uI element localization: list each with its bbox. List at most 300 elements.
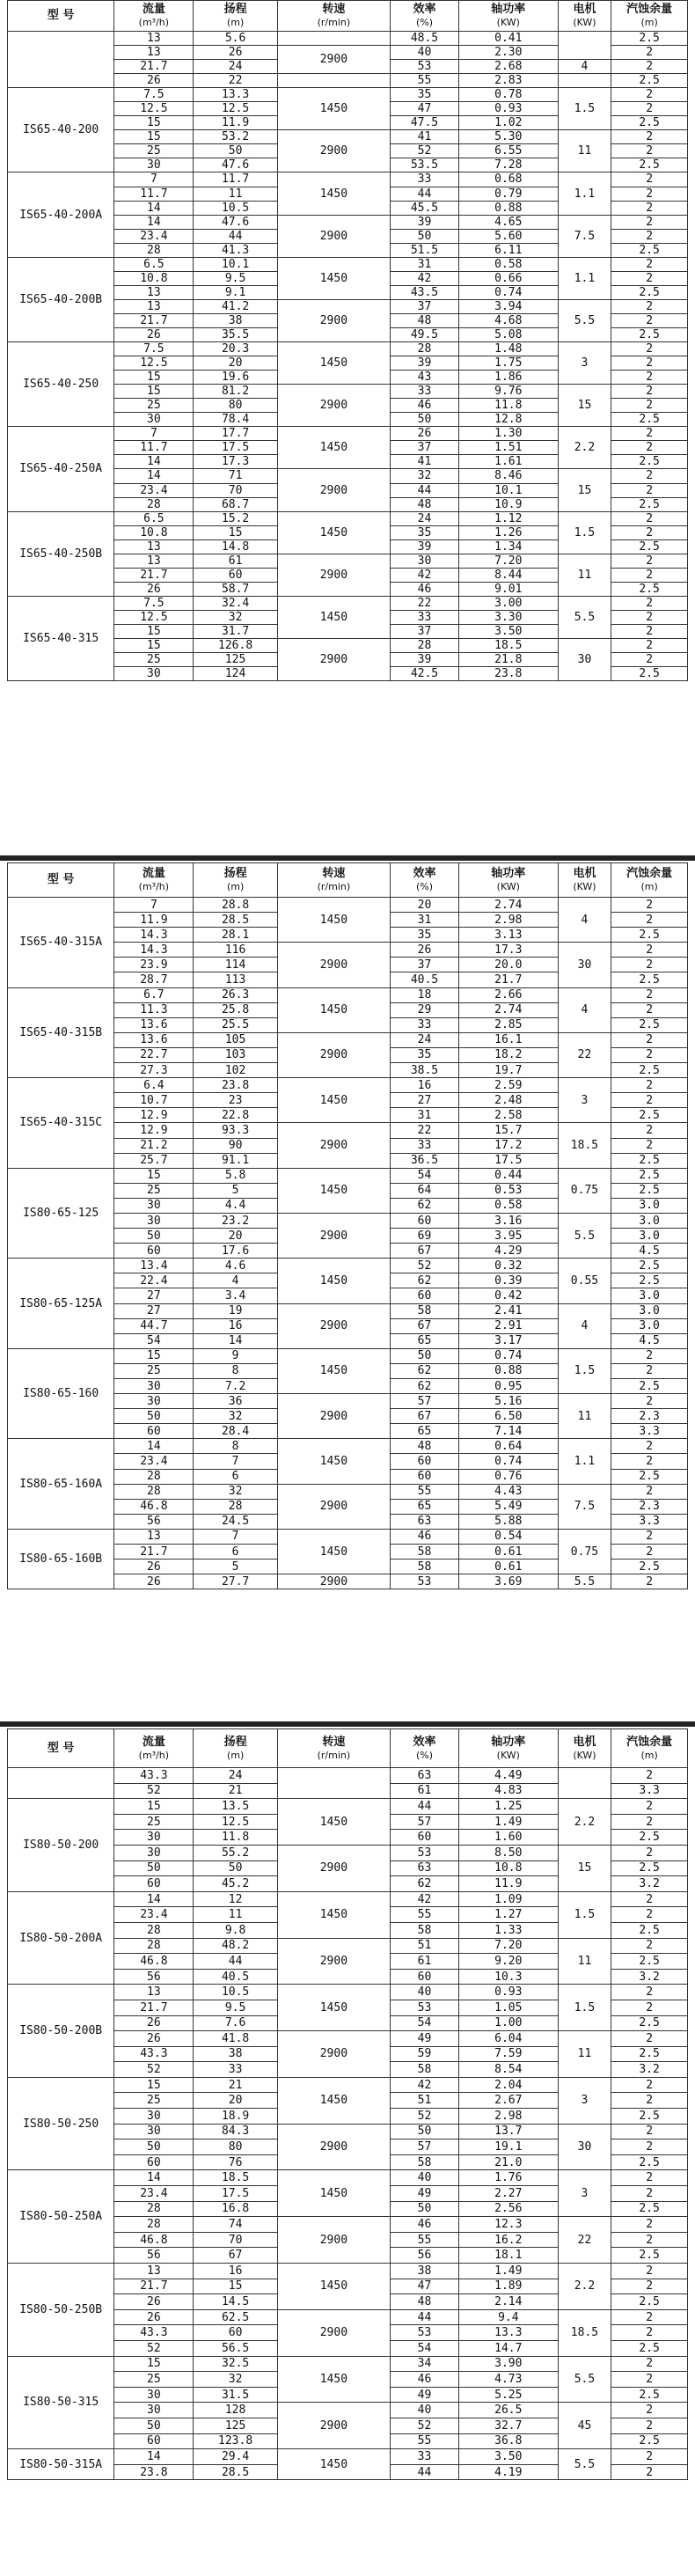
efficiency-cell: 52 — [391, 1259, 459, 1273]
section-divider — [0, 1721, 695, 1727]
speed-cell: 2900 — [277, 943, 390, 987]
npsh-cell: 2 — [611, 2124, 688, 2139]
motor-cell: 30 — [558, 639, 611, 681]
head-cell: 62.5 — [194, 2309, 277, 2325]
shaft-power-cell: 19.1 — [458, 2139, 558, 2155]
efficiency-cell: 60 — [391, 1454, 459, 1469]
npsh-cell: 2.5 — [611, 74, 688, 88]
head-cell: 32 — [194, 2372, 277, 2388]
head-header-label: 扬程 — [223, 867, 247, 880]
table-row — [8, 511, 688, 525]
npsh-cell: 2 — [611, 1545, 688, 1560]
efficiency-cell: 51 — [391, 1938, 459, 1954]
efficiency-cell: 53 — [391, 1845, 459, 1860]
efficiency-cell: 42 — [391, 568, 459, 582]
npsh-cell: 2 — [611, 172, 688, 187]
table-row — [8, 1348, 688, 1363]
speed-cell: 1450 — [277, 172, 390, 215]
head-header-unit: (m) — [226, 17, 245, 28]
flow-cell: 14 — [114, 201, 194, 215]
head-cell: 21 — [194, 1783, 277, 1799]
flow-cell: 56 — [114, 1969, 194, 1985]
flow-cell: 28 — [114, 497, 194, 511]
efficiency-cell: 55 — [391, 1907, 459, 1923]
flow-cell: 30 — [114, 2124, 194, 2139]
flow-cell: 6.5 — [114, 257, 194, 271]
shaft-power-cell: 23.8 — [458, 667, 558, 681]
head-cell: 36 — [194, 1394, 277, 1409]
shaft-power-cell: 21.0 — [458, 2154, 558, 2170]
npsh-cell: 2 — [611, 441, 688, 455]
head-cell: 80 — [194, 2139, 277, 2155]
flow-cell: 13.6 — [114, 1017, 194, 1032]
flow-cell: 60 — [114, 1244, 194, 1259]
head-cell: 16.8 — [194, 2201, 277, 2217]
flow-cell: 10.7 — [114, 1093, 194, 1108]
head-cell: 32 — [194, 1484, 277, 1499]
shaft-power-cell: 1.09 — [458, 1891, 558, 1907]
npsh-header-unit: (m) — [640, 1749, 658, 1761]
shaft-power-cell: 7.20 — [458, 554, 558, 568]
head-cell: 7 — [194, 1529, 277, 1544]
shaft-power-cell: 10.8 — [458, 1860, 558, 1876]
efficiency-cell: 57 — [391, 1394, 459, 1409]
shaft-power-cell: 3.13 — [458, 928, 558, 943]
flow-cell: 46.8 — [114, 1954, 194, 1970]
motor-header-label: 电机 — [573, 3, 596, 16]
shaft-power-cell: 0.79 — [458, 187, 558, 201]
model-cell: IS80-65-160A — [8, 1439, 114, 1530]
shaft-power-cell: 1.49 — [458, 1814, 558, 1830]
npsh-cell: 2.5 — [611, 2109, 688, 2125]
head-cell: 81.2 — [194, 385, 277, 399]
efficiency-cell: 22 — [391, 1123, 459, 1138]
shaft-power-cell: 3.50 — [458, 2449, 558, 2465]
speed-header-unit: (r/min) — [317, 1749, 351, 1761]
flow-cell: 13 — [114, 285, 194, 299]
efficiency-cell: 46 — [391, 1529, 459, 1544]
npsh-cell: 2.5 — [611, 1860, 688, 1876]
head-cell: 32 — [194, 1409, 277, 1424]
model-cell: IS80-65-160B — [8, 1529, 114, 1589]
head-cell: 61 — [194, 554, 277, 568]
table-row — [8, 2264, 688, 2279]
efficiency-cell: 65 — [391, 1333, 459, 1348]
shaft-power-cell: 2.98 — [458, 913, 558, 928]
flow-cell: 15 — [114, 116, 194, 130]
head-cell: 32 — [194, 610, 277, 624]
flow-cell: 25 — [114, 1183, 194, 1198]
head-cell: 80 — [194, 399, 277, 413]
npsh-cell: 2.5 — [611, 2294, 688, 2310]
efficiency-cell: 26 — [391, 427, 459, 441]
flow-cell: 13 — [114, 32, 194, 46]
efficiency-cell: 42.5 — [391, 667, 459, 681]
efficiency-cell: 33 — [391, 172, 459, 187]
model-cell: IS65-40-200B — [8, 257, 114, 341]
head-cell: 11.8 — [194, 1830, 277, 1846]
shaft-power-cell: 13.3 — [458, 2325, 558, 2341]
shaft-power-cell: 1.33 — [458, 1922, 558, 1938]
head-cell: 21 — [194, 2077, 277, 2093]
speed-cell: 2900 — [277, 1123, 390, 1168]
shaft-power-cell: 9.20 — [458, 1954, 558, 1970]
flow-cell: 15 — [114, 2356, 194, 2372]
shaft-power-cell: 21.8 — [458, 653, 558, 667]
motor-cell: 11 — [558, 554, 611, 596]
efficiency-cell: 53.5 — [391, 158, 459, 172]
motor-cell: 4 — [558, 987, 611, 1032]
model-cell: IS80-50-250 — [8, 2077, 114, 2170]
motor-cell: 1.5 — [558, 511, 611, 554]
head-cell: 8 — [194, 1363, 277, 1378]
npsh-cell: 2 — [611, 469, 688, 483]
head-cell: 45.2 — [194, 1876, 277, 1892]
shaft-power-cell: 1.49 — [458, 2264, 558, 2279]
head-cell: 20.3 — [194, 342, 277, 356]
shaft-power-cell: 0.61 — [458, 1545, 558, 1560]
speed-cell: 2900 — [277, 130, 390, 172]
shaft-power-cell: 32.7 — [458, 2418, 558, 2433]
flow-cell: 30 — [114, 2109, 194, 2125]
head-cell: 28.5 — [194, 2464, 277, 2480]
npsh-cell: 2 — [611, 1985, 688, 2000]
flow-cell: 13 — [114, 299, 194, 313]
head-cell: 8 — [194, 1439, 277, 1454]
head-cell: 90 — [194, 1138, 277, 1153]
head-cell: 70 — [194, 483, 277, 497]
head-cell: 32.4 — [194, 596, 277, 610]
speed-cell — [277, 1768, 390, 1799]
head-cell: 28 — [194, 1499, 277, 1514]
model-cell: IS80-50-250B — [8, 2264, 114, 2357]
efficiency-cell: 67 — [391, 1409, 459, 1424]
npsh-cell: 2 — [611, 1907, 688, 1923]
shaft-power-cell: 26.5 — [458, 2403, 558, 2418]
efficiency-header-unit: (%) — [415, 17, 434, 28]
efficiency-cell: 37 — [391, 624, 459, 638]
head-cell: 24 — [194, 1768, 277, 1784]
efficiency-cell: 34 — [391, 2356, 459, 2372]
efficiency-cell: 53 — [391, 2325, 459, 2341]
shaft-power-cell: 0.66 — [458, 271, 558, 285]
flow-cell: 43.3 — [114, 2325, 194, 2341]
flow-cell: 15 — [114, 1348, 194, 1363]
shaft-power-cell: 2.14 — [458, 2294, 558, 2310]
motor-cell: 7.5 — [558, 215, 611, 257]
flow-cell: 25 — [114, 653, 194, 667]
efficiency-cell: 40 — [391, 2403, 459, 2418]
efficiency-header-label: 效率 — [413, 867, 436, 880]
efficiency-cell: 55 — [391, 74, 459, 88]
flow-cell: 25 — [114, 2372, 194, 2388]
head-cell: 29.4 — [194, 2449, 277, 2465]
efficiency-header-unit: (%) — [415, 1749, 434, 1761]
npsh-cell: 2 — [611, 1454, 688, 1469]
flow-header-unit: (m³/h) — [138, 17, 170, 28]
speed-cell: 2900 — [277, 2309, 390, 2356]
head-cell: 9.5 — [194, 2000, 277, 2015]
flow-cell: 23.4 — [114, 1454, 194, 1469]
npsh-cell: 2.5 — [611, 285, 688, 299]
npsh-header-unit: (m) — [640, 17, 658, 28]
shaft-power-cell: 17.3 — [458, 943, 558, 958]
flow-cell: 43.3 — [114, 1768, 194, 1784]
shaft-power-cell: 21.7 — [458, 972, 558, 987]
head-cell: 17.5 — [194, 441, 277, 455]
speed-cell: 2900 — [277, 385, 390, 427]
efficiency-cell: 31 — [391, 1108, 459, 1123]
efficiency-cell: 33 — [391, 1017, 459, 1032]
efficiency-cell: 59 — [391, 2046, 459, 2062]
flow-cell: 28.7 — [114, 972, 194, 987]
head-cell: 91.1 — [194, 1153, 277, 1168]
motor-cell: 2.2 — [558, 1799, 611, 1846]
speed-cell: 2900 — [277, 554, 390, 596]
npsh-cell: 2 — [611, 342, 688, 356]
npsh-cell: 2.5 — [611, 1063, 688, 1078]
npsh-cell: 2 — [611, 2000, 688, 2015]
efficiency-cell: 33 — [391, 385, 459, 399]
efficiency-cell: 50 — [391, 1348, 459, 1363]
shaft-power-cell: 7.59 — [458, 2046, 558, 2062]
shaft-power-cell: 13.7 — [458, 2124, 558, 2139]
shaft-power-cell: 3.90 — [458, 2356, 558, 2372]
flow-cell: 13 — [114, 1529, 194, 1544]
npsh-cell: 2 — [611, 2356, 688, 2372]
shaft-power-cell: 2.58 — [458, 1108, 558, 1123]
motor-header — [558, 863, 611, 898]
efficiency-cell: 33 — [391, 2449, 459, 2465]
speed-cell: 1450 — [277, 1348, 390, 1393]
shaft-power-cell: 1.48 — [458, 342, 558, 356]
npsh-cell: 2 — [611, 1574, 688, 1589]
npsh-cell: 2 — [611, 913, 688, 928]
header-row — [8, 1, 688, 32]
speed-header-unit: (r/min) — [317, 17, 351, 28]
flow-header-label: 流量 — [142, 3, 165, 16]
efficiency-cell: 54 — [391, 2015, 459, 2031]
flow-cell: 15 — [114, 371, 194, 385]
speed-cell: 2900 — [277, 215, 390, 257]
flow-cell: 30 — [114, 2403, 194, 2418]
head-cell: 28.1 — [194, 928, 277, 943]
flow-cell: 52 — [114, 2062, 194, 2078]
efficiency-cell: 64 — [391, 1183, 459, 1198]
shaft-power-cell: 11.9 — [458, 1876, 558, 1892]
npsh-cell: 2 — [611, 1891, 688, 1907]
flow-cell: 26 — [114, 2294, 194, 2310]
npsh-cell: 2 — [611, 1768, 688, 1784]
shaft-power-cell: 0.88 — [458, 201, 558, 215]
head-cell: 84.3 — [194, 2124, 277, 2139]
shaft-power-cell: 1.26 — [458, 525, 558, 539]
head-cell: 18.5 — [194, 2170, 277, 2186]
efficiency-cell: 46 — [391, 582, 459, 596]
table-row — [8, 32, 688, 46]
npsh-cell: 2.5 — [611, 2387, 688, 2403]
flow-cell: 7 — [114, 172, 194, 187]
table-row — [8, 88, 688, 102]
efficiency-cell: 48 — [391, 2294, 459, 2310]
flow-cell: 46.8 — [114, 2232, 194, 2248]
head-cell: 9 — [194, 1348, 277, 1363]
motor-cell: 5.5 — [558, 1574, 611, 1589]
flow-cell: 26 — [114, 2015, 194, 2031]
npsh-cell: 2 — [611, 2279, 688, 2294]
npsh-cell: 3.3 — [611, 1424, 688, 1439]
flow-cell: 15 — [114, 130, 194, 144]
npsh-cell: 2.5 — [611, 1830, 688, 1846]
npsh-cell: 2.5 — [611, 497, 688, 511]
head-cell: 125 — [194, 653, 277, 667]
speed-cell: 1450 — [277, 987, 390, 1032]
flow-cell: 12.9 — [114, 1123, 194, 1138]
flow-cell: 52 — [114, 2340, 194, 2356]
npsh-cell: 2.5 — [611, 116, 688, 130]
npsh-cell: 2 — [611, 1484, 688, 1499]
npsh-cell: 3.0 — [611, 1198, 688, 1213]
npsh-cell: 2 — [611, 2464, 688, 2480]
flow-cell: 28 — [114, 2201, 194, 2217]
efficiency-cell: 44 — [391, 2309, 459, 2325]
shaft-power-cell: 4.65 — [458, 215, 558, 229]
speed-cell: 1450 — [277, 2449, 390, 2480]
npsh-cell: 2.5 — [611, 539, 688, 554]
shaft-power-cell: 4.19 — [458, 2464, 558, 2480]
speed-header-label: 转速 — [322, 867, 346, 880]
npsh-cell: 2 — [611, 257, 688, 271]
head-cell: 31.7 — [194, 624, 277, 638]
motor-cell: 45 — [558, 2403, 611, 2449]
shaft-power-cell: 1.76 — [458, 2170, 558, 2186]
npsh-cell: 2 — [611, 1799, 688, 1815]
flow-cell: 11.3 — [114, 1002, 194, 1017]
efficiency-cell: 24 — [391, 1032, 459, 1047]
model-header-label: 型 号 — [47, 9, 75, 22]
shaft-power-cell: 0.93 — [458, 102, 558, 116]
flow-cell: 15 — [114, 639, 194, 653]
flow-header — [114, 863, 194, 898]
motor-header-unit: (KW) — [573, 1749, 596, 1761]
flow-cell: 10.8 — [114, 271, 194, 285]
efficiency-cell: 51.5 — [391, 243, 459, 257]
head-cell: 113 — [194, 972, 277, 987]
speed-cell: 1450 — [277, 1799, 390, 1846]
efficiency-cell: 49 — [391, 2186, 459, 2202]
shaft-power-header-unit: (KW) — [496, 1749, 520, 1761]
head-cell: 25.8 — [194, 1002, 277, 1017]
flow-cell: 56 — [114, 1514, 194, 1529]
head-cell: 60 — [194, 568, 277, 582]
npsh-cell: 4.5 — [611, 1244, 688, 1259]
npsh-cell: 2.5 — [611, 582, 688, 596]
shaft-power-cell: 17.2 — [458, 1138, 558, 1153]
shaft-power-cell: 0.64 — [458, 1439, 558, 1454]
flow-cell: 15 — [114, 385, 194, 399]
npsh-cell: 2.5 — [611, 158, 688, 172]
npsh-cell: 2.5 — [611, 2433, 688, 2449]
efficiency-cell: 65 — [391, 1499, 459, 1514]
shaft-power-cell: 1.61 — [458, 455, 558, 469]
flow-cell: 30 — [114, 1830, 194, 1846]
efficiency-cell: 28 — [391, 342, 459, 356]
efficiency-cell: 44 — [391, 187, 459, 201]
flow-cell: 26 — [114, 2031, 194, 2047]
npsh-cell: 3.0 — [611, 1229, 688, 1244]
head-cell: 5 — [194, 1560, 277, 1574]
npsh-cell: 2 — [611, 1529, 688, 1544]
shaft-power-cell: 1.02 — [458, 116, 558, 130]
shaft-power-cell: 7.28 — [458, 158, 558, 172]
flow-cell: 11.7 — [114, 441, 194, 455]
efficiency-cell: 43 — [391, 371, 459, 385]
shaft-power-cell: 18.1 — [458, 2248, 558, 2264]
flow-cell: 28 — [114, 1938, 194, 1954]
shaft-power-cell: 0.74 — [458, 1348, 558, 1363]
head-cell: 68.7 — [194, 497, 277, 511]
efficiency-cell: 55 — [391, 2232, 459, 2248]
speed-cell: 2900 — [277, 46, 390, 74]
motor-cell: 0.55 — [558, 1259, 611, 1303]
npsh-cell: 2 — [611, 130, 688, 144]
head-cell: 53.2 — [194, 130, 277, 144]
head-cell: 44 — [194, 1954, 277, 1970]
efficiency-cell: 62 — [391, 1876, 459, 1892]
flow-cell: 13 — [114, 2264, 194, 2279]
efficiency-cell: 46 — [391, 2372, 459, 2388]
model-header-label: 型 号 — [47, 1741, 75, 1755]
motor-cell: 4 — [558, 1303, 611, 1348]
flow-cell: 26 — [114, 327, 194, 341]
head-cell: 22 — [194, 74, 277, 88]
model-cell: IS65-40-315A — [8, 898, 114, 988]
shaft-power-cell: 3.69 — [458, 1574, 558, 1589]
flow-cell: 7 — [114, 898, 194, 913]
model-cell: IS80-65-125 — [8, 1168, 114, 1259]
flow-cell: 7.5 — [114, 88, 194, 102]
motor-cell: 1.5 — [558, 1348, 611, 1393]
flow-cell: 43.3 — [114, 2046, 194, 2062]
head-header — [194, 1, 277, 32]
speed-cell: 2900 — [277, 1845, 390, 1891]
head-header-label: 扬程 — [223, 3, 247, 16]
head-cell: 9.8 — [194, 1922, 277, 1938]
shaft-power-cell: 1.60 — [458, 1830, 558, 1846]
efficiency-cell: 58 — [391, 1560, 459, 1574]
npsh-cell: 2 — [611, 1093, 688, 1108]
flow-cell: 52 — [114, 1783, 194, 1799]
flow-cell: 54 — [114, 1333, 194, 1348]
efficiency-cell: 42 — [391, 1891, 459, 1907]
shaft-power-cell: 10.1 — [458, 483, 558, 497]
flow-cell: 7.5 — [114, 596, 194, 610]
flow-cell: 14 — [114, 215, 194, 229]
flow-cell: 30 — [114, 1394, 194, 1409]
efficiency-cell: 51 — [391, 2093, 459, 2109]
npsh-cell: 3.0 — [611, 1318, 688, 1333]
npsh-cell: 2 — [611, 2093, 688, 2109]
efficiency-cell: 31 — [391, 913, 459, 928]
flow-cell: 21.7 — [114, 2279, 194, 2294]
efficiency-cell: 48 — [391, 497, 459, 511]
motor-cell: 2.2 — [558, 2264, 611, 2310]
efficiency-cell: 50 — [391, 413, 459, 427]
head-cell: 11.7 — [194, 172, 277, 187]
flow-cell: 30 — [114, 1845, 194, 1860]
head-cell: 70 — [194, 2232, 277, 2248]
spec-table-section — [7, 862, 688, 1589]
